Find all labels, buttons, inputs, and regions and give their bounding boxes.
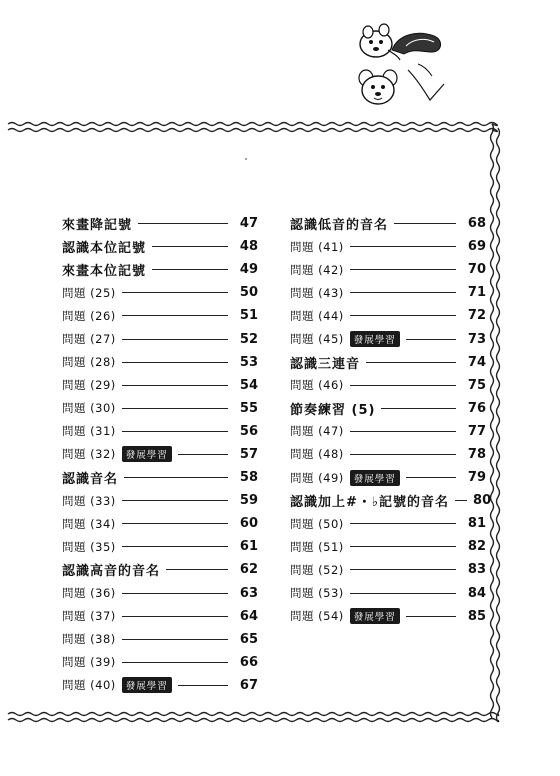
toc-entry-title: 問題 (42) [290,262,344,277]
toc-entry-page-number: 73 [467,331,486,347]
toc-entry-page-number: 47 [239,216,258,232]
toc-leader-line [350,546,456,547]
toc-entry [290,558,486,581]
toc-leader-line [122,500,228,501]
toc-entry-page-number: 81 [467,516,486,532]
toc-entry [290,489,492,512]
toc-leader-line [381,408,456,409]
toc-entry-page-number: 68 [467,216,486,232]
toc-leader-line [124,477,228,478]
toc-entry-title: 問題 (37) [62,609,116,624]
toc-leader-line [406,616,456,617]
toc-entry [62,651,258,674]
toc-leader-line [122,292,228,293]
toc-entry [290,605,486,628]
toc-entry-page-number: 84 [467,585,486,601]
toc-entry-page-number: 76 [467,400,486,416]
toc-entry-title: 問題 (41) [290,239,344,254]
toc-entry-page-number: 85 [467,608,486,624]
toc-entry-badge: 發展學習 [350,470,400,486]
toc-entry [290,281,486,304]
toc-leader-line [350,246,456,247]
toc-entry-page-number: 79 [467,470,486,486]
toc-entry-page-number: 67 [239,677,258,693]
toc-entry-page-number: 66 [239,654,258,670]
toc-entry [62,535,258,558]
toc-entry [62,628,258,651]
toc-entry-title: 問題 (32) [62,447,116,462]
toc-entry-title: 問題 (29) [62,378,116,393]
toc-leader-line [122,523,228,524]
toc-leader-line [350,454,456,455]
toc-leader-line [122,546,228,547]
toc-entry [62,212,258,235]
toc-entry [62,304,258,327]
toc-entry-badge: 發展學習 [122,677,172,693]
toc-entry-title: 問題 (47) [290,424,344,439]
toc-leader-line [122,385,228,386]
toc-entry-page-number: 82 [467,539,486,555]
toc-leader-line [152,246,228,247]
toc-entry [62,489,258,512]
toc-leader-line [122,408,228,409]
toc-entry-title: 問題 (40) [62,678,116,693]
toc-leader-line [166,569,228,570]
toc-entry [290,304,486,327]
toc-leader-line [366,362,456,363]
toc-leader-line [122,362,228,363]
toc-entry [62,466,258,489]
toc-entry-page-number: 58 [239,470,258,486]
toc-entry-title: 來畫降記號 [62,218,133,234]
toc-entry-title: 問題 (45) [290,332,344,347]
toc-entry [62,397,258,420]
toc-entry-badge: 發展學習 [350,331,400,347]
toc-leader-line [350,315,456,316]
toc-entry-page-number: 71 [467,285,486,301]
toc-entry-title: 問題 (38) [62,632,116,647]
toc-entry [62,582,258,605]
toc-entry-title: 認識低音的音名 [290,218,389,234]
toc-entry-page-number: 60 [239,516,258,532]
toc-entry-page-number: 83 [467,562,486,578]
toc-entry-title: 來畫本位記號 [62,264,147,280]
toc-entry-page-number: 69 [467,239,486,255]
toc-leader-line [122,315,228,316]
toc-column-right [290,212,492,628]
toc-entry-page-number: 48 [239,239,258,255]
toc-entry [290,512,486,535]
toc-entry [62,258,258,281]
toc-entry-badge: 發展學習 [122,446,172,462]
toc-leader-line [122,639,228,640]
toc-entry-title: 認識加上#・♭記號的音名 [290,495,450,511]
toc-entry-page-number: 77 [467,423,486,439]
toc-leader-line [122,593,228,594]
toc-entry-title: 問題 (31) [62,424,116,439]
toc-entry-page-number: 62 [239,562,258,578]
toc-entry-page-number: 50 [239,285,258,301]
toc-entry [62,351,258,374]
toc-entry [62,605,258,628]
toc-entry-title: 問題 (27) [62,332,116,347]
toc-entry-title: 認識本位記號 [62,241,147,257]
toc-entry-page-number: 57 [239,446,258,462]
toc-entry [290,374,486,397]
toc-entry-page-number: 56 [239,423,258,439]
toc-entry-page-number: 78 [467,446,486,462]
toc-leader-line [122,431,228,432]
toc-entry-page-number: 51 [239,308,258,324]
toc-entry-page-number: 70 [467,262,486,278]
toc-leader-line [178,454,228,455]
toc-entry-page-number: 52 [239,331,258,347]
toc-entry [62,235,258,258]
toc-leader-line [350,431,456,432]
toc-entry [62,420,258,443]
toc-entry [62,281,258,304]
toc-entry-title: 問題 (25) [62,285,116,300]
toc-leader-line [350,385,456,386]
toc-entry-title: 問題 (28) [62,355,116,370]
toc-entry-page-number: 54 [239,377,258,393]
toc-entry [290,582,486,605]
toc-entry [62,443,258,466]
toc-entry [290,212,486,235]
toc-entry [62,374,258,397]
toc-entry-title: 問題 (33) [62,493,116,508]
toc-entry-title: 問題 (34) [62,516,116,531]
toc-entry [290,235,486,258]
toc-leader-line [138,223,228,224]
toc-entry-page-number: 65 [239,631,258,647]
toc-leader-line [178,685,228,686]
toc-leader-line [350,569,456,570]
toc-leader-line [122,662,228,663]
toc-leader-line [122,616,228,617]
toc-entry [290,466,486,489]
toc-leader-line [350,523,456,524]
toc-entry [290,397,486,420]
toc-entry-title: 問題 (48) [290,447,344,462]
toc-entry-title: 問題 (30) [62,401,116,416]
toc-entry-page-number: 59 [239,493,258,509]
toc-entry-title: 問題 (35) [62,539,116,554]
toc-entry-page-number: 53 [239,354,258,370]
toc-entry-title: 問題 (39) [62,655,116,670]
toc-entry [290,535,486,558]
toc-leader-line [406,477,456,478]
toc-entry-page-number: 49 [239,262,258,278]
toc-entry-title: 問題 (52) [290,562,344,577]
toc-entry [62,558,258,581]
toc-entry [62,674,258,697]
toc-entry-title: 問題 (36) [62,586,116,601]
toc-entry-title: 問題 (43) [290,285,344,300]
toc-entry-title: 問題 (26) [62,308,116,323]
toc-entry-title: 認識三連音 [290,356,361,372]
toc-entry-title: 問題 (51) [290,539,344,554]
toc-entry-title: 節奏練習 (5) [290,402,376,418]
toc-entry [290,258,486,281]
toc-entry [62,512,258,535]
toc-leader-line [350,593,456,594]
toc-entry-page-number: 63 [239,585,258,601]
toc-entry-title: 問題 (46) [290,378,344,393]
toc-entry [290,351,486,374]
toc-entry-title: 問題 (44) [290,308,344,323]
toc-entry-badge: 發展學習 [350,608,400,624]
toc-column-left [62,212,258,697]
toc-entry-page-number: 61 [239,539,258,555]
toc-leader-line [122,339,228,340]
toc-entry-page-number: 75 [467,377,486,393]
toc-entry-title: 問題 (53) [290,586,344,601]
toc-leader-line [350,269,456,270]
toc-entry-title: 認識音名 [62,472,119,488]
toc-entry-page-number: 74 [467,354,486,370]
toc-entry [290,443,486,466]
toc-leader-line [455,500,467,501]
squirrel-and-mouse-illustration [348,20,460,112]
toc-entry-title: 問題 (54) [290,609,344,624]
toc-leader-line [406,339,456,340]
toc-entry [290,420,486,443]
toc-entry-title: 問題 (50) [290,516,344,531]
toc-entry-page-number: 80 [473,493,492,509]
toc-entry [62,327,258,350]
toc-entry-title: 問題 (49) [290,470,344,485]
toc-leader-line [394,223,456,224]
toc-entry-page-number: 64 [239,608,258,624]
toc-leader-line [350,292,456,293]
toc-entry-title: 認識高音的音名 [62,564,161,580]
toc-entry-page-number: 55 [239,400,258,416]
toc-leader-line [152,269,228,270]
toc-entry-page-number: 72 [467,308,486,324]
toc-entry [290,327,486,350]
